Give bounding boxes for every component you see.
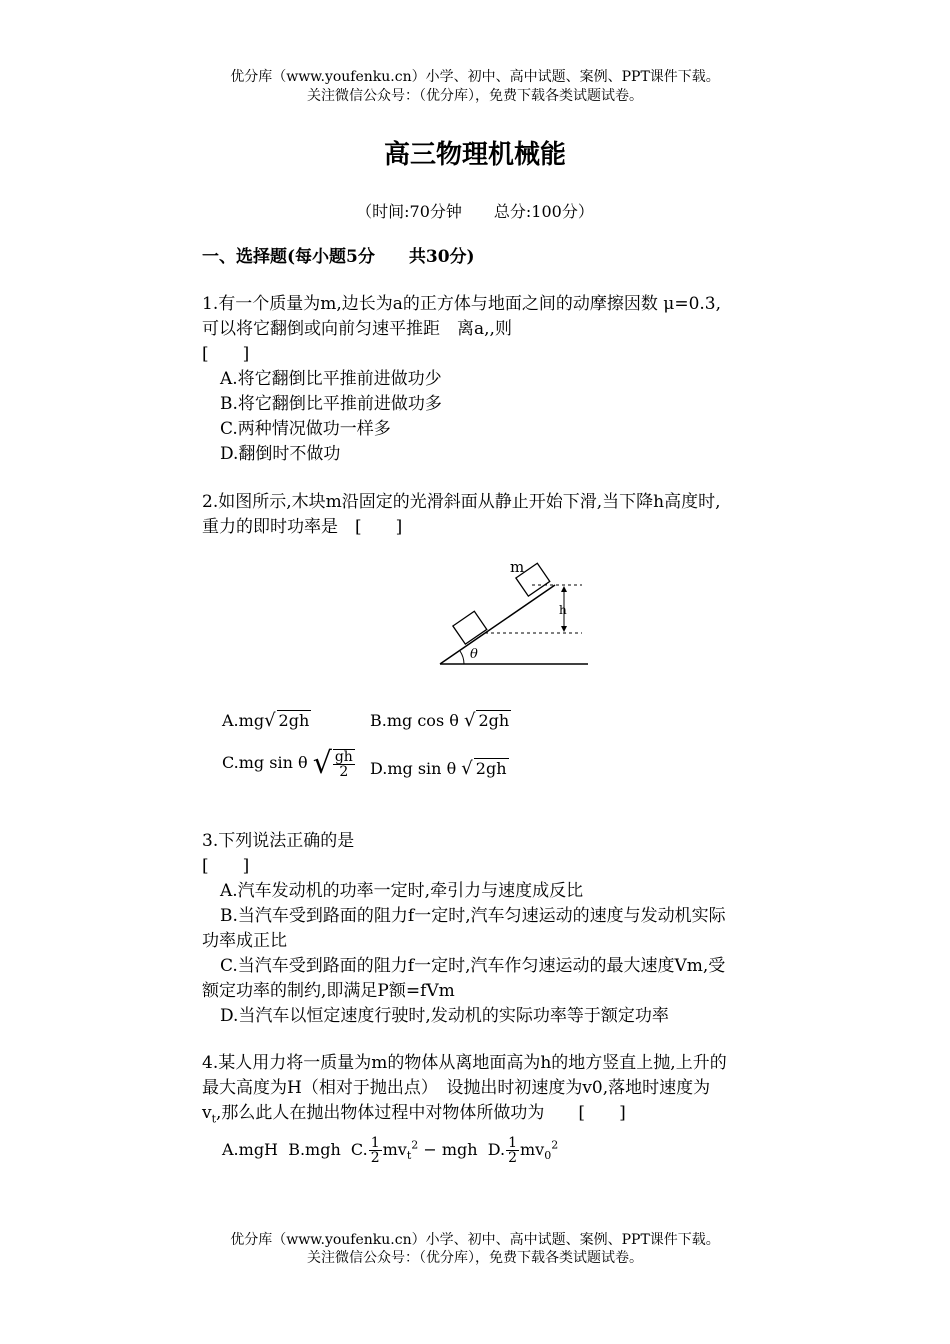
- q4-line-1: 4.某人用力将一质量为m的物体从离地面高为h的地方竖直上抛,上升的: [202, 1053, 727, 1073]
- q4-option-b: B.mgh: [288, 1140, 341, 1159]
- block-bottom: [453, 611, 487, 644]
- q1-option-c: C.两种情况做功一样多: [220, 419, 391, 439]
- q4-line-3: $v_t$,那么此人在抛出物体过程中对物体所做功为 [ ]: [202, 1103, 626, 1126]
- q2-option-c-numerator: gh: [334, 748, 353, 765]
- q3-option-c-line-1: C.当汽车受到路面的阻力f一定时,汽车作匀速运动的最大速度Vm,受: [220, 956, 726, 976]
- q1-line-2: 可以将它翻倒或向前匀速平推距 离a,,则: [202, 319, 512, 339]
- q4-option-a: A.mgH: [222, 1140, 279, 1159]
- q3-option-a: A.汽车发动机的功率一定时,牵引力与速度成反比: [220, 881, 584, 901]
- q1-option-a: A.将它翻倒比平推前进做功少: [220, 369, 442, 389]
- q2-option-b-radicand: 2gh: [478, 711, 510, 730]
- q2-option-c-denominator: 2: [339, 763, 349, 780]
- footer-line-1: 优分库（www.youfenku.cn）小学、初中、高中试题、案例、PPT课件下载。: [230, 1232, 720, 1248]
- footer-line-2: 关注微信公众号：（优分库），免费下载各类试题试卷。: [307, 1250, 643, 1266]
- q1-bracket: [ ]: [202, 344, 250, 364]
- q2-option-b: B.mg cos θ √ 2gh: [370, 710, 510, 731]
- q2-option-a-radicand: 2gh: [278, 711, 310, 730]
- q4-option-c: C. $\frac{1}{2}$ $mv_t^2$ − mgh: [350, 1135, 478, 1166]
- header-line-2: 关注微信公众号：（优分库），免费下载各类试题试卷。: [307, 88, 643, 104]
- q2-line-1: 2.如图所示,木块m沿固定的光滑斜面从静止开始下滑,当下降h高度时,: [202, 492, 721, 512]
- q1-option-d: D.翻倒时不做功: [220, 444, 341, 464]
- q2-option-d: D.mg sin θ √ 2gh: [370, 758, 507, 779]
- header-line-1: 优分库（www.youfenku.cn）小学、初中、高中试题、案例、PPT课件下载。: [230, 69, 720, 85]
- section-heading: 一、选择题(每小题5分 共30分): [202, 247, 475, 267]
- q3-line-1: 3.下列说法正确的是: [202, 831, 355, 851]
- angle-label: θ: [470, 647, 478, 662]
- q3-bracket: [ ]: [202, 856, 250, 876]
- arrow-head-up: [561, 586, 567, 592]
- page-subtitle: （时间:70分钟 总分:100分）: [356, 202, 594, 221]
- q2-option-c: C.mg sin θ √ $\frac{gh}{2}$: [222, 746, 353, 781]
- q2-option-a: A.mg√ 2gh: [222, 710, 310, 731]
- q2-option-d-radicand: 2gh: [475, 759, 507, 778]
- page-title: 高三物理机械能: [383, 140, 566, 170]
- arrow-head-down: [561, 626, 567, 632]
- q4-line-2: 最大高度为H（相对于抛出点） 设抛出时初速度为v0,落地时速度为: [202, 1078, 711, 1098]
- incline-line: [440, 585, 555, 664]
- q3-option-c-line-2: 额定功率的制约,即满足P额=fVm: [202, 981, 455, 1001]
- q2-line-2: 重力的即时功率是 [ ]: [202, 517, 403, 537]
- q1-option-b: B.将它翻倒比平推前进做功多: [220, 394, 442, 414]
- q1-line-1: 1.有一个质量为m,边长为a的正方体与地面之间的动摩擦因数 μ=0.3,: [202, 294, 722, 314]
- mass-label: m: [510, 558, 525, 576]
- q3-option-b-line-2: 功率成正比: [202, 931, 287, 951]
- q3-option-b-line-1: B.当汽车受到路面的阻力f一定时,汽车匀速运动的速度与发动机实际: [220, 906, 726, 926]
- incline-figure: [430, 555, 600, 675]
- height-label: h: [559, 603, 567, 617]
- q3-option-d: D.当汽车以恒定速度行驶时,发动机的实际功率等于额定功率: [220, 1006, 669, 1026]
- angle-arc: [460, 651, 464, 664]
- q4-options: [222, 1136, 558, 1165]
- q4-option-d: D. $\frac{1}{2}$ $mv_0^2$: [487, 1135, 559, 1166]
